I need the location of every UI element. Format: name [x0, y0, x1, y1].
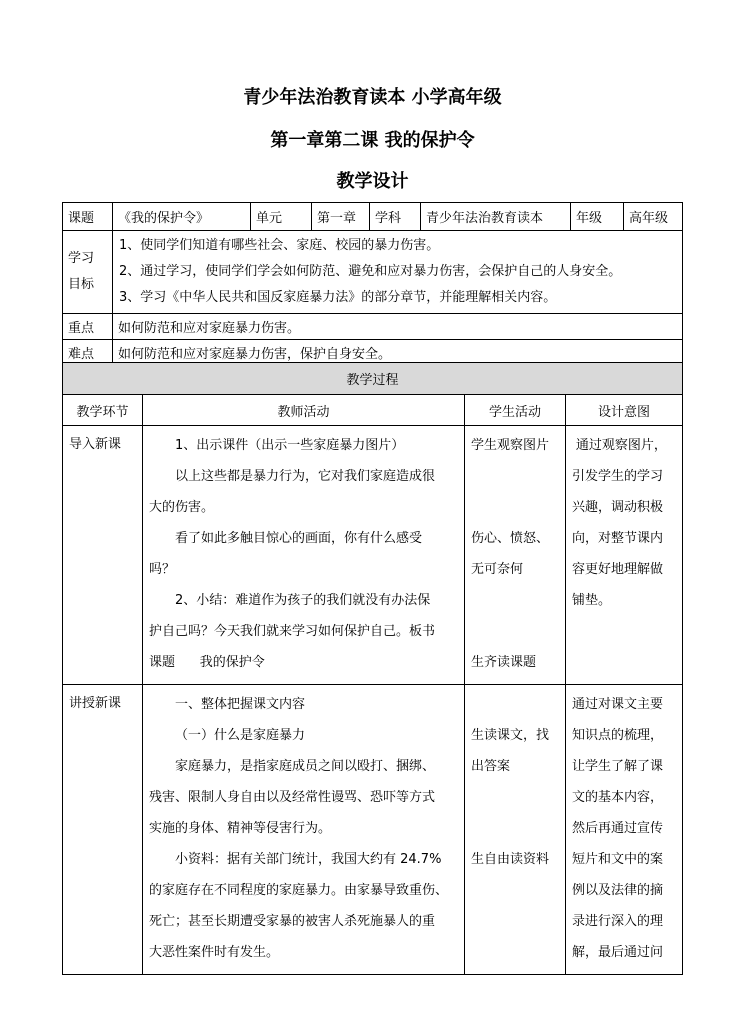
text-line: 看了如此多触目惊心的画面，你有什么感受	[175, 531, 423, 546]
text-line: 护自己吗？今天我们就来学习如何保护自己。板书	[149, 624, 436, 639]
goals-label-line1: 学习	[68, 251, 95, 266]
text-line: 残害、限制人身自由以及经常性谩骂、恐吓等方式	[149, 790, 436, 805]
text-line: 1、出示课件（出示一些家庭暴力图片）	[175, 438, 405, 453]
text-line: 无可奈何	[471, 562, 524, 577]
info-row-focus	[63, 314, 683, 340]
document-title: 青少年法治教育读本 小学高年级	[243, 87, 502, 108]
intro-teacher	[143, 426, 465, 685]
text-line: 让学生了解了课	[572, 759, 664, 774]
difficulty-value: 如何防范和应对家庭暴力伤害，保护自身安全。	[113, 340, 683, 366]
text-line: 然后再通过宣传	[572, 821, 664, 836]
process-header-row	[63, 395, 683, 426]
info-row-course	[63, 203, 683, 231]
text-line: 录进行深入的理	[572, 914, 664, 929]
teach-teacher	[143, 685, 465, 975]
focus-label: 重点	[63, 314, 113, 340]
text-line: 向，对整节课内	[572, 531, 664, 546]
subject-value: 青少年法治教育读本	[421, 203, 571, 231]
process-banner: 教学过程	[63, 363, 683, 395]
text-line: 知识点的梳理，	[572, 728, 664, 743]
lesson-title: 第一章第二课 我的保护令	[270, 130, 475, 151]
process-row-intro	[63, 426, 683, 685]
goals-label-line2: 目标	[68, 277, 95, 292]
intro-student	[465, 426, 566, 685]
text-line: 死亡；甚至长期遭受家暴的被害人杀死施暴人的重	[149, 914, 436, 929]
text-line: 容更好地理解做	[572, 562, 664, 577]
difficulty-label: 难点	[63, 340, 113, 366]
goal-item: 2、通过学习，使同学们学会如何防范、避免和应对暴力伤害，会保护自己的人身安全。	[119, 264, 622, 279]
text-line: 通过对课文主要	[572, 697, 664, 712]
text-line: 伤心、愤怒、	[471, 531, 550, 546]
text-line: 以上这些都是暴力行为，它对我们家庭造成很	[175, 469, 436, 484]
process-table	[62, 362, 683, 975]
text-line: 出答案	[471, 759, 511, 774]
goal-item: 1、使同学们知道有哪些社会、家庭、校园的暴力伤害。	[119, 238, 440, 253]
text-line: 大的伤害。	[149, 500, 215, 515]
unit-label: 单元	[251, 203, 312, 231]
text-line: 实施的身体、精神等侵害行为。	[149, 821, 332, 836]
intro-stage: 导入新课	[63, 426, 143, 685]
text-line: 一、整体把握课文内容	[175, 697, 306, 712]
course-label: 课题	[63, 203, 113, 231]
text-line: 解，最后通过问	[572, 945, 664, 960]
design-title: 教学设计	[336, 171, 409, 192]
header-design: 设计意图	[566, 395, 683, 426]
teach-student	[465, 685, 566, 975]
text-line: 小资料：据有关部门统计，我国大约有 24.7%	[175, 852, 442, 867]
text-line: 课题 我的保护令	[149, 655, 265, 670]
header-student: 学生活动	[465, 395, 566, 426]
unit-value: 第一章	[312, 203, 370, 231]
text-line: 学生观察图片	[471, 438, 550, 453]
text-line: 生齐读课题	[471, 655, 537, 670]
header-stage: 教学环节	[63, 395, 143, 426]
text-line: 铺垫。	[572, 593, 612, 608]
text-line: 生读课文，找	[471, 728, 550, 743]
grade-label: 年级	[571, 203, 624, 231]
text-line: 生自由读资料	[471, 852, 550, 867]
text-line: 兴趣，调动积极	[572, 500, 664, 515]
text-line: 例以及法律的摘	[572, 883, 664, 898]
goals-label	[63, 231, 113, 314]
text-line: 文的基本内容，	[572, 790, 664, 805]
course-value: 《我的保护令》	[113, 203, 251, 231]
process-banner-row	[63, 363, 683, 395]
teach-design	[566, 685, 683, 975]
header-teacher: 教师活动	[143, 395, 465, 426]
info-table	[62, 202, 683, 366]
text-line: 通过观察图片，	[575, 438, 667, 453]
text-line: 短片和文中的案	[572, 852, 664, 867]
goal-item: 3、学习《中华人民共和国反家庭暴力法》的部分章节，并能理解相关内容。	[119, 290, 557, 305]
teach-stage: 讲授新课	[63, 685, 143, 975]
text-line: 的家庭存在不同程度的家庭暴力。由家暴导致重伤、	[149, 883, 449, 898]
text-line: 吗？	[149, 562, 176, 577]
process-row-teach	[63, 685, 683, 975]
text-line: （一）什么是家庭暴力	[175, 728, 306, 743]
grade-value: 高年级	[624, 203, 683, 231]
text-line: 2、小结：难道作为孩子的我们就没有办法保	[175, 593, 431, 608]
text-line: 引发学生的学习	[572, 469, 664, 484]
info-row-goals	[63, 231, 683, 314]
intro-design	[566, 426, 683, 685]
subject-label: 学科	[370, 203, 421, 231]
text-line: 大恶性案件时有发生。	[149, 945, 280, 960]
text-line: 家庭暴力，是指家庭成员之间以殴打、捆绑、	[175, 759, 436, 774]
focus-value: 如何防范和应对家庭暴力伤害。	[113, 314, 683, 340]
goals-list	[113, 231, 683, 314]
